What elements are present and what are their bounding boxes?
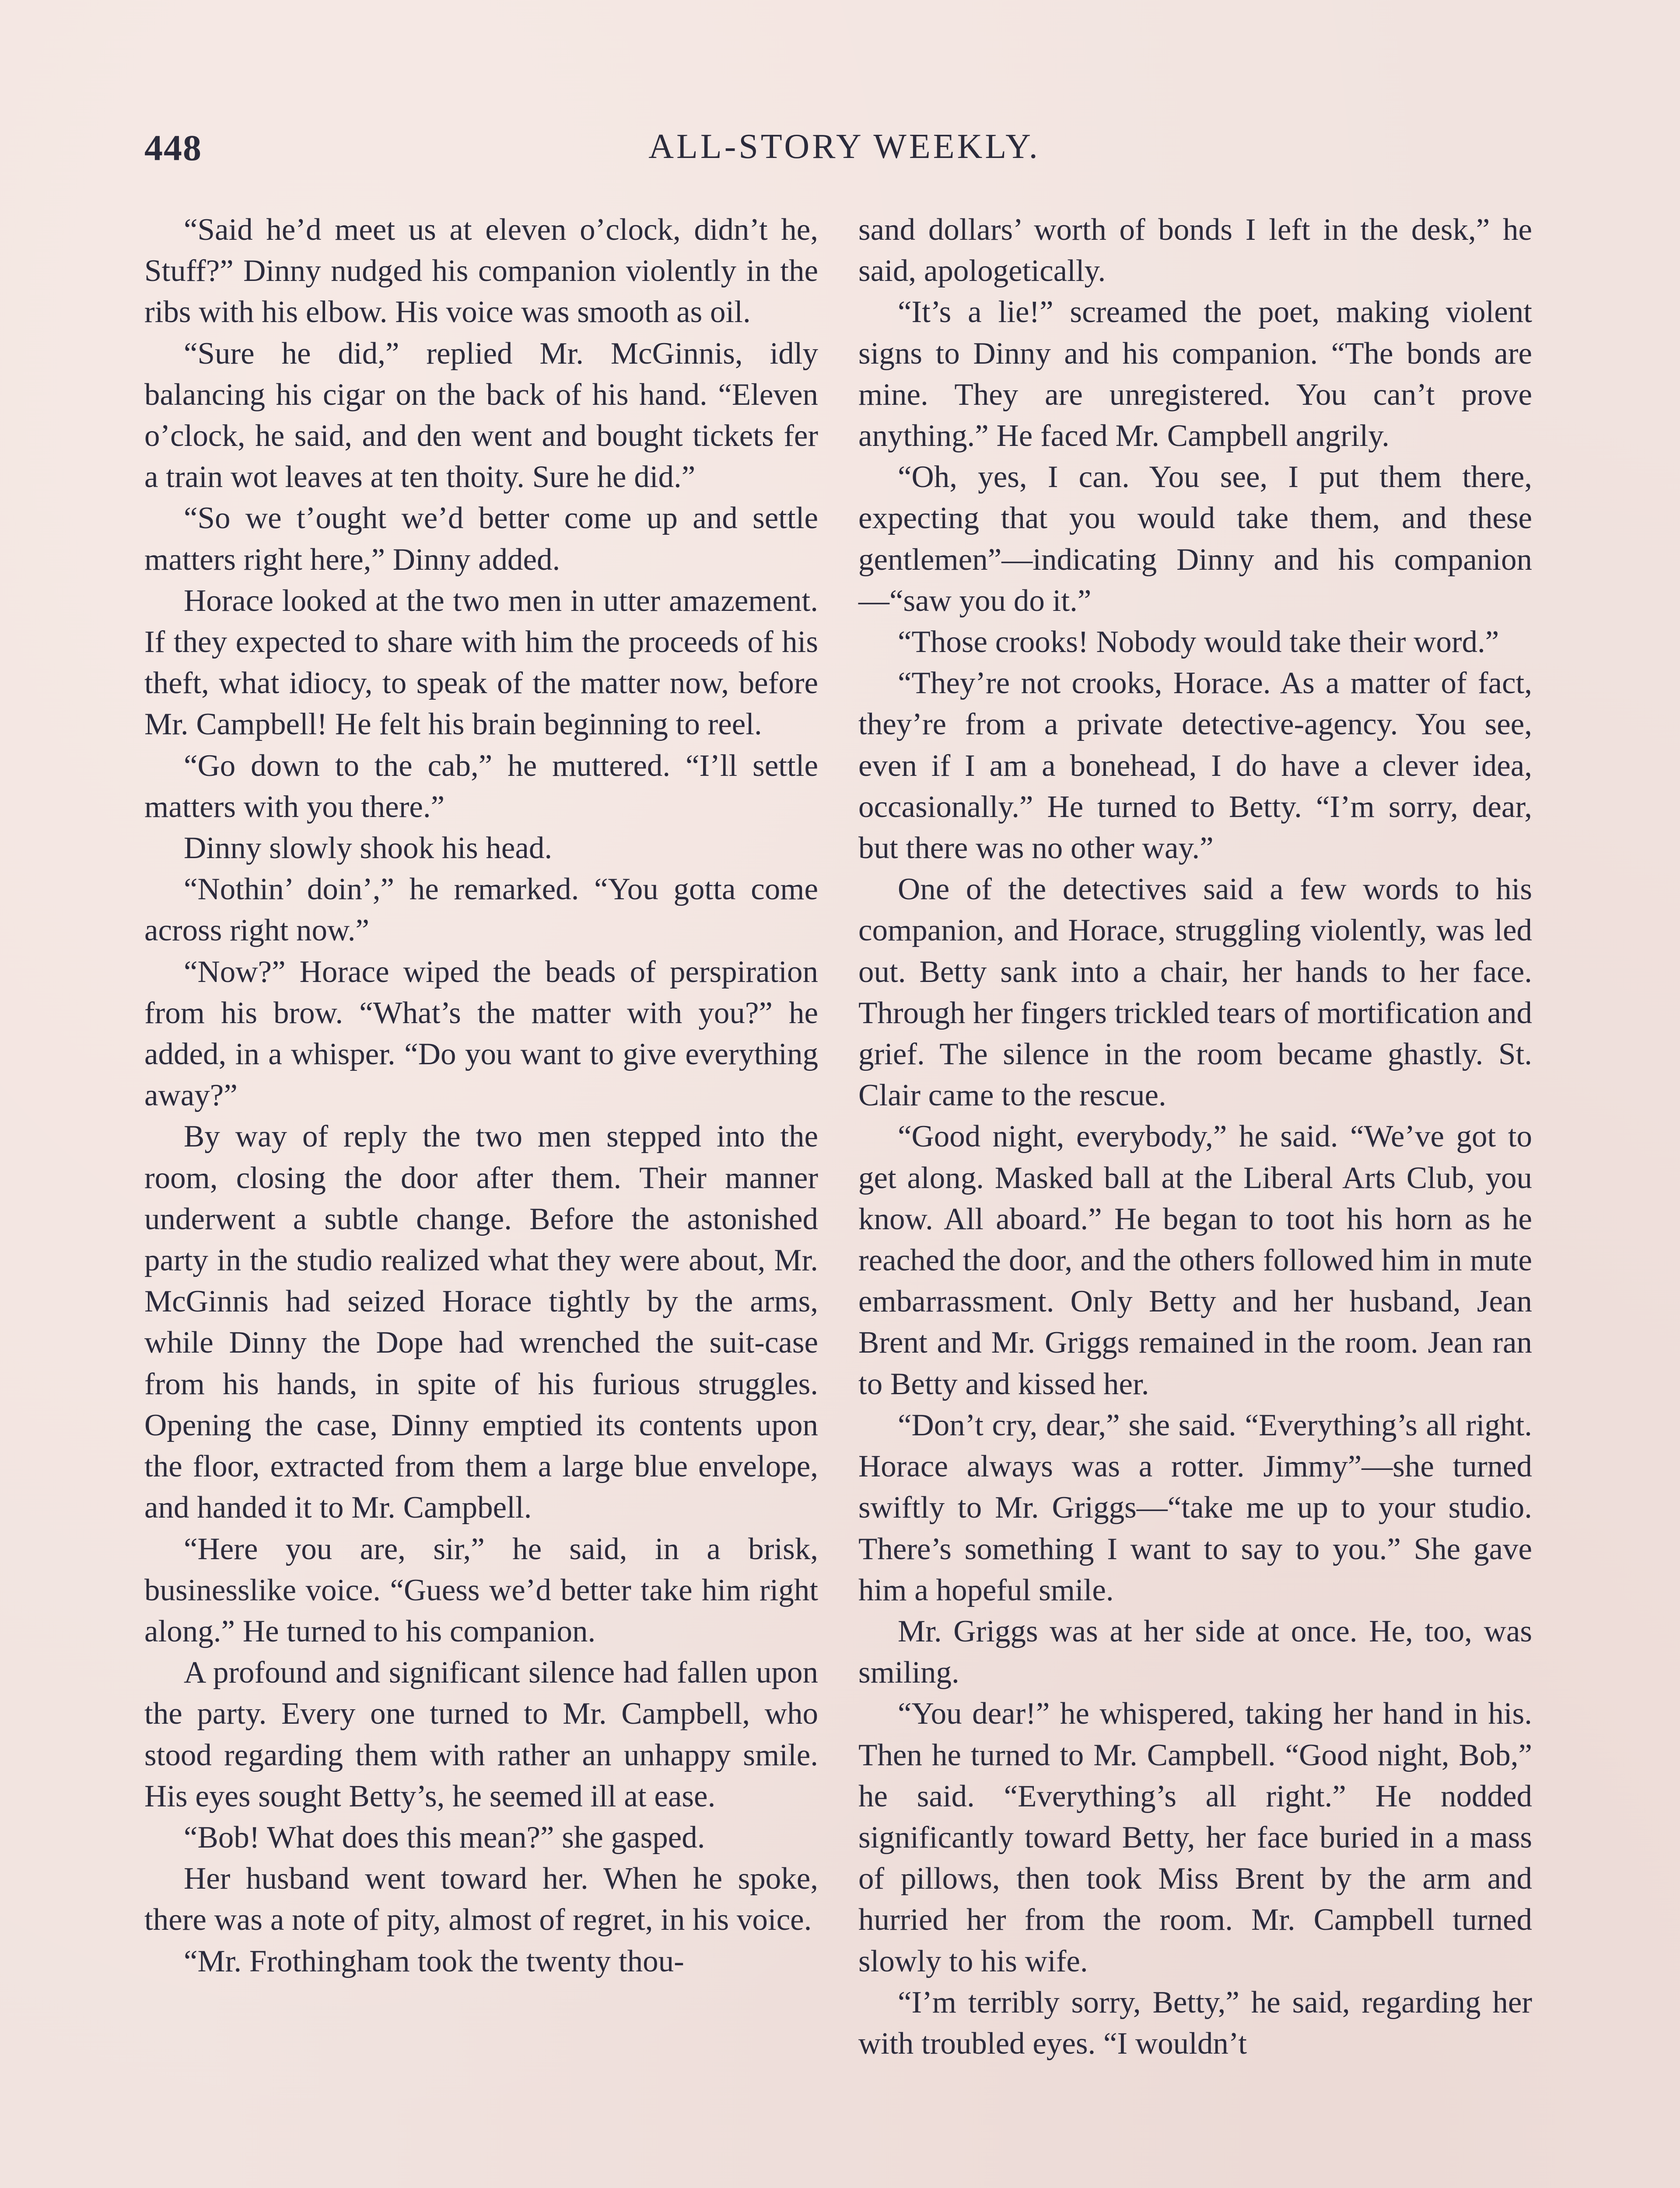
- paragraph: One of the detectives said a few words to his companion, and Horace, struggling violently, was led out. Betty sank into a chair, her hands to her face. Through her fingers trickled tears of mortification and grief. The silence in the room became ghastly. St. Clair came to the rescue.: [858, 872, 1532, 1113]
- paragraph: “Sure he did,” replied Mr. McGinnis, idly balancing his cigar on the back of his hand. “Eleven o’clock, he said, and den went and bought tickets fer a train wot leaves at ten thoity. Sure he did.”: [144, 336, 818, 494]
- paragraph: “So we t’ought we’d better come up and settle matters right here,” Dinny added.: [144, 501, 818, 577]
- page-number: 448: [144, 128, 202, 168]
- paragraph: “Now?” Horace wiped the beads of perspiration from his brow. “What’s the matter with you?” he added, in a whisper. “Do you want to give everything away?”: [144, 954, 818, 1113]
- paragraph: “They’re not crooks, Horace. As a matter of fact, they’re from a private detective-agency. You see, even if I am a bonehead, I do have a clever idea, occasionally.” He turned to Betty. “I’m sorry, dear, but there was no other way.”: [858, 666, 1532, 866]
- paragraph: Her husband went toward her. When he spoke, there was a note of pity, almost of regret, in his voice.: [144, 1862, 818, 1937]
- paragraph: Dinny slowly shook his head.: [184, 831, 553, 866]
- paragraph-continuation: sand dollars’ worth of bonds I left in the desk,” he said, apologetically.: [858, 213, 1532, 288]
- page-header: [144, 127, 1544, 179]
- paragraph: Horace looked at the two men in utter amazement. If they expected to share with him the proceeds of his theft, what idiocy, to speak of the matter now, before Mr. Campbell! He felt his brain beginning to reel.: [144, 583, 818, 742]
- left-column: [144, 209, 818, 1982]
- paragraph: “Good night, everybody,” he said. “We’ve got to get along. Masked ball at the Liberal Arts Club, you know. All aboard.” He began to toot his horn as he reached the door, and the others followed him in mute embarrassment. Only Betty and her husband, Jean Brent and Mr. Griggs remained in the room. Jean ran to Betty and kissed her.: [858, 1119, 1532, 1401]
- paragraph: “Those crooks! Nobody would take their word.”: [898, 625, 1499, 659]
- paragraph: By way of reply the two men stepped into the room, closing the door after them. Their manner underwent a subtle change. Before the astonished party in the studio realized what they were about, Mr. McGinnis had seized Horace tightly by the arms, while Dinny the Dope had wrenched the suit-case from his hands, in spite of his furious struggles. Opening the case, Dinny emptied its contents upon the floor, extracted from them a large blue envelope, and handed it to Mr. Campbell.: [144, 1119, 818, 1525]
- paragraph: “I’m terribly sorry, Betty,” he said, regarding her with troubled eyes. “I wouldn’t: [858, 1985, 1532, 2061]
- paragraph: “Don’t cry, dear,” she said. “Everything’s all right. Horace always was a rotter. Jimmy”—she turned swiftly to Mr. Griggs—“take me up to your studio. There’s something I want to say to you.” She gave him a hopeful smile.: [858, 1408, 1532, 1607]
- paragraph: A profound and significant silence had fallen upon the party. Every one turned to Mr. Campbell, who stood regarding them with rather an unhappy smile. His eyes sought Betty’s, he seemed ill at ease.: [144, 1655, 818, 1813]
- paragraph: “Mr. Frothingham took the twenty thou-: [184, 1944, 684, 1978]
- paragraph: “You dear!” he whispered, taking her hand in his. Then he turned to Mr. Campbell. “Good night, Bob,” he said. “Everything’s all right.” He nodded significantly toward Betty, her face buried in a mass of pillows, then took Miss Brent by the arm and hurried her from the room. Mr. Campbell turned slowly to his wife.: [858, 1697, 1532, 1978]
- paragraph: “Bob! What does this mean?” she gasped.: [184, 1820, 705, 1855]
- paragraph: “Said he’d meet us at eleven o’clock, didn’t he, Stuff?” Dinny nudged his companion violently in the ribs with his elbow. His voice was smooth as oil.: [144, 213, 818, 330]
- paragraph: Mr. Griggs was at her side at once. He, too, was smiling.: [858, 1614, 1532, 1690]
- paragraph: “Go down to the cab,” he muttered. “I’ll settle matters with you there.”: [144, 748, 818, 824]
- paragraph: “Here you are, sir,” he said, in a brisk, businesslike voice. “Guess we’d better take him right along.” He turned to his companion.: [144, 1532, 818, 1648]
- running-head: ALL-STORY WEEKLY.: [648, 127, 1040, 166]
- paragraph: “Oh, yes, I can. You see, I put them there, expecting that you would take them, and these gentlemen”—indicating Dinny and his companion—“saw you do it.”: [858, 460, 1532, 618]
- paragraph: “Nothin’ doin’,” he remarked. “You gotta come across right now.”: [144, 872, 818, 948]
- right-column: [858, 209, 1532, 2064]
- paragraph: “It’s a lie!” screamed the poet, making violent signs to Dinny and his companion. “The bonds are mine. They are unregistered. You can’t prove anything.” He faced Mr. Campbell angrily.: [858, 295, 1532, 453]
